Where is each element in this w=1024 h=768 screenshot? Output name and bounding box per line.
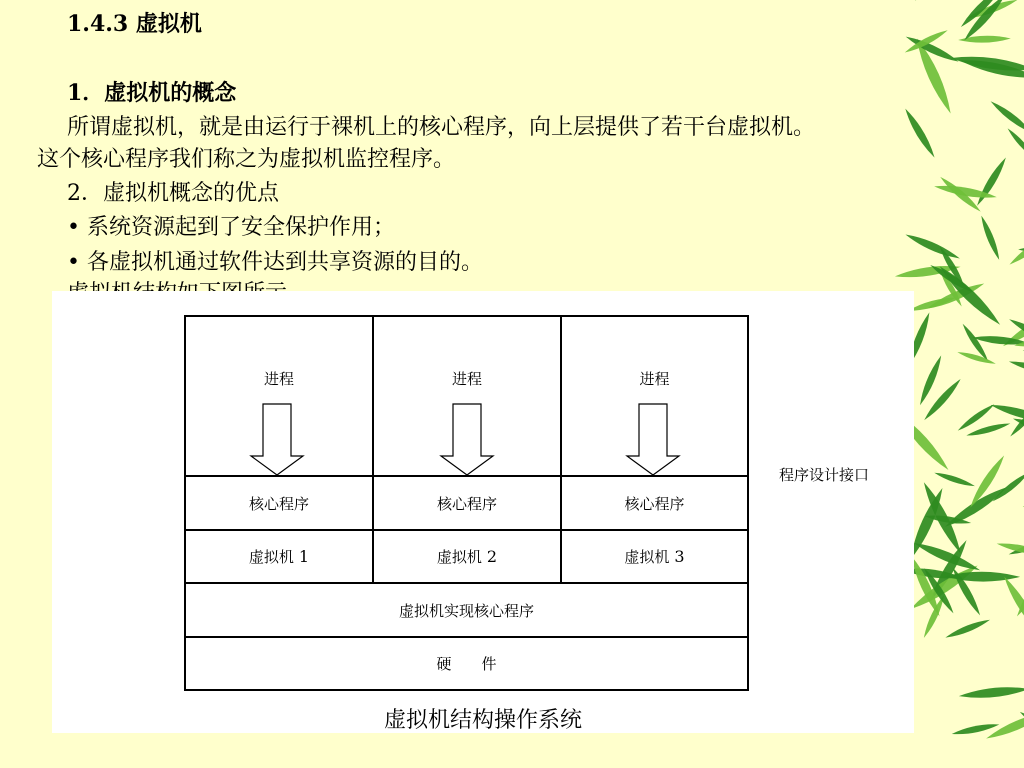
- vm-number-1: 1: [298, 547, 310, 566]
- bullet-item-2: • 各虚拟机通过软件达到共享资源的目的。: [67, 250, 483, 275]
- bamboo-leaf: [1017, 708, 1024, 761]
- vm-label-1: 虚拟机: [248, 548, 294, 566]
- bamboo-leaf: [989, 99, 1024, 136]
- vm-impl-label: 虚拟机实现核心程序: [398, 601, 534, 620]
- vm-cell-1: [185, 530, 373, 583]
- down-arrow-1-icon: [251, 404, 303, 475]
- bamboo-leaf: [996, 540, 1024, 558]
- kernel-cell-3: [561, 476, 748, 530]
- bamboo-leaf: [936, 262, 1004, 328]
- bamboo-leaf: [974, 156, 1009, 208]
- section1-title: 1．虚拟机的概念: [67, 80, 237, 106]
- down-arrow-2-icon: [441, 404, 493, 475]
- kernel-label-1: 核心程序: [248, 494, 309, 513]
- vm-label-3: 虚拟机: [624, 548, 670, 566]
- bamboo-leaf: [1001, 575, 1024, 635]
- hardware-cell: [185, 637, 748, 690]
- kernel-cell-1: [185, 476, 373, 530]
- bullet-item-1: • 系统资源起到了安全保护作用；: [67, 215, 395, 240]
- bamboo-leaf: [958, 35, 1011, 43]
- hardware-label: 硬 件: [436, 655, 497, 673]
- bamboo-leaf: [943, 483, 1010, 530]
- bamboo-leaf: [958, 684, 1024, 700]
- bamboo-leaf: [957, 350, 997, 367]
- kernel-label-3: 核心程序: [624, 494, 685, 513]
- bamboo-leaf: [1008, 358, 1024, 377]
- bamboo-leaf: [944, 617, 991, 641]
- bamboo-leaf: [933, 470, 975, 489]
- down-arrow-3-icon: [627, 404, 679, 475]
- vm-cell-2: [373, 530, 561, 583]
- vm-structure-figure: [52, 291, 914, 733]
- process-label-3: 进程: [639, 370, 670, 388]
- bamboo-leaf: [978, 215, 1002, 262]
- bamboo-leaf: [1006, 127, 1024, 160]
- figure-caption: 虚拟机结构操作系统: [383, 708, 582, 733]
- bamboo-leaf: [904, 231, 962, 262]
- bamboo-leaf: [902, 107, 938, 160]
- interface-label: 程序设计接口: [779, 466, 870, 484]
- paragraph-line-2: 这个核心程序我们称之为虚拟机监控程序。: [37, 147, 456, 172]
- vm-number-3: 3: [674, 547, 685, 566]
- slide-heading: 1.4.3 虚拟机: [67, 11, 202, 37]
- vm-cell-3: [561, 530, 748, 583]
- bamboo-leaf: [991, 470, 1024, 503]
- paragraph-line-1: 所谓虚拟机，就是由运行于裸机上的核心程序，向上层提供了若干台虚拟机。: [67, 115, 816, 140]
- vm-label-2: 虚拟机: [436, 548, 482, 566]
- section2-title: 2．虚拟机概念的优点: [67, 181, 279, 206]
- vm-number-2: 2: [486, 547, 498, 566]
- kernel-label-2: 核心程序: [436, 494, 497, 513]
- vm-impl-cell: [185, 583, 748, 637]
- kernel-cell-2: [373, 476, 561, 530]
- process-label-2: 进程: [451, 370, 482, 388]
- bamboo-leaf: [912, 0, 956, 3]
- process-label-1: 进程: [263, 370, 294, 388]
